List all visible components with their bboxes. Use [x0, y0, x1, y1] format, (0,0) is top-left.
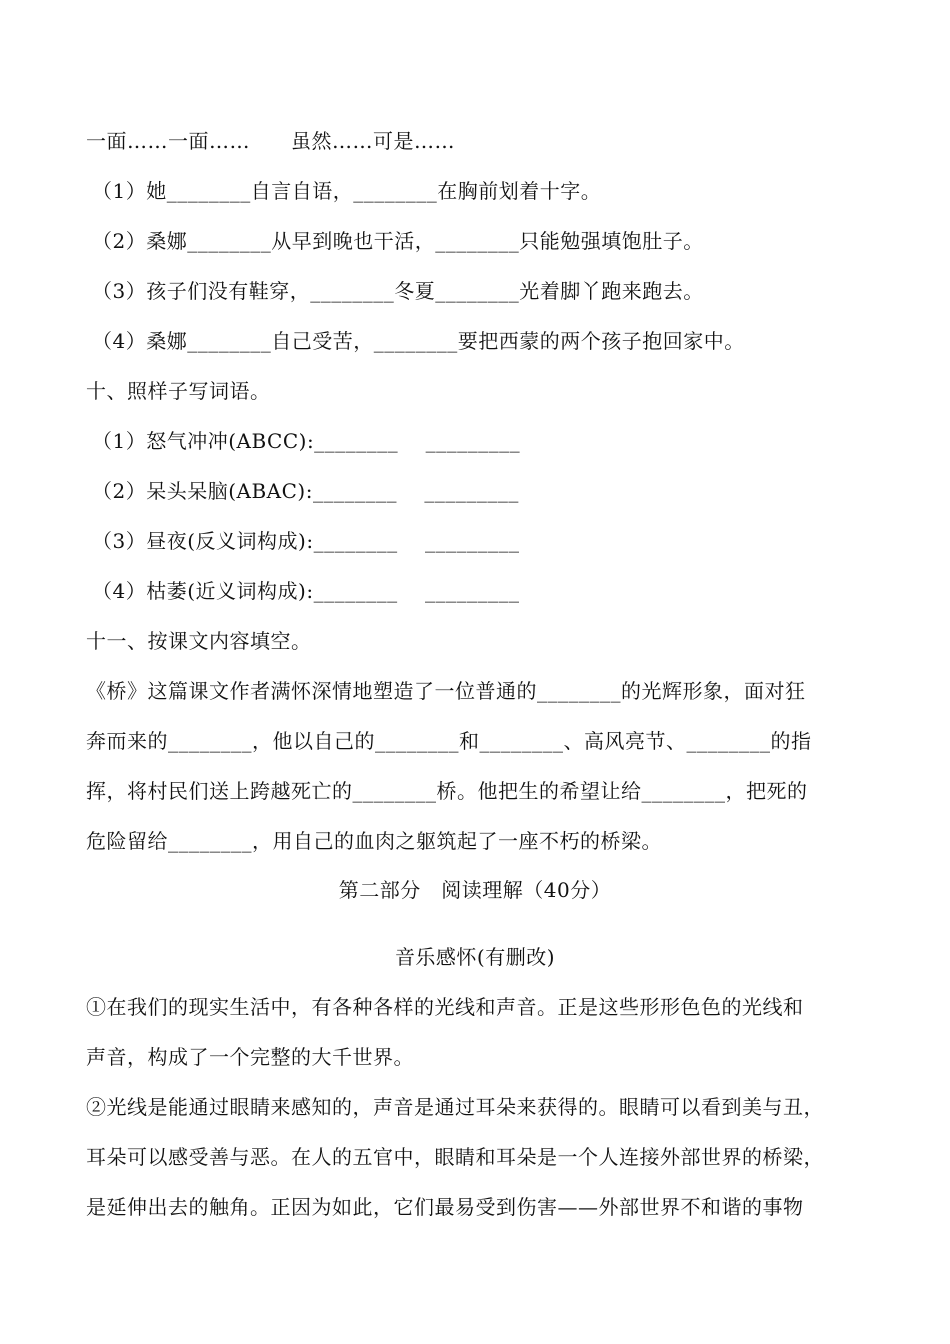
section10-item-1: （1）怒气冲冲(ABCC):________ _________ [92, 429, 521, 453]
section10-item-2: （2）呆头呆脑(ABAC):________ _________ [92, 479, 519, 503]
article-line-5: 是延伸出去的触角。正因为如此，它们最易受到伤害——外部世界不和谐的事物 [86, 1195, 804, 1219]
article-line-3: ②光线是能通过眼睛来感知的，声音是通过耳朵来获得的。眼睛可以看到美与丑， [86, 1095, 824, 1119]
section10-item-3: （3）昼夜(反义词构成):________ _________ [92, 529, 520, 553]
section9-item-1: （1）她________自言自语，________在胸前划着十字。 [92, 179, 602, 203]
conjunction-options: 一面……一面…… 虽然……可是…… [86, 129, 455, 153]
article-line-2: 声音，构成了一个完整的大千世界。 [86, 1045, 414, 1069]
article-line-4: 耳朵可以感受善与恶。在人的五官中，眼睛和耳朵是一个人连接外部世界的桥梁， [86, 1145, 824, 1169]
section11-title: 十一、按课文内容填空。 [86, 629, 312, 653]
section9-item-2: （2）桑娜________从早到晚也干活，________只能勉强填饱肚子。 [92, 229, 704, 253]
section9-item-3: （3）孩子们没有鞋穿，________冬夏________光着脚丫跑来跑去。 [92, 279, 704, 303]
section10-title: 十、照样子写词语。 [86, 379, 271, 403]
section10-item-4: （4）枯萎(近义词构成):________ _________ [92, 579, 520, 603]
article-line-1: ①在我们的现实生活中，有各种各样的光线和声音。正是这些形形色色的光线和 [86, 995, 804, 1019]
part2-heading: 第二部分 阅读理解（40分） [338, 878, 612, 902]
article-title: 音乐感怀(有删改) [394, 945, 556, 969]
section11-line-2: 奔而来的________，他以自己的________和________、高风亮节、________的指 [86, 729, 812, 753]
section11-line-4: 危险留给________，用自己的血肉之躯筑起了一座不朽的桥梁。 [86, 829, 662, 853]
section11-line-1: 《桥》这篇课文作者满怀深情地塑造了一位普通的________的光辉形象，面对狂 [86, 679, 806, 703]
section11-line-3: 挥，将村民们送上跨越死亡的________桥。他把生的希望让给________，把死的 [86, 779, 808, 803]
section9-item-4: （4）桑娜________自己受苦，________要把西蒙的两个孩子抱回家中。 [92, 329, 745, 353]
